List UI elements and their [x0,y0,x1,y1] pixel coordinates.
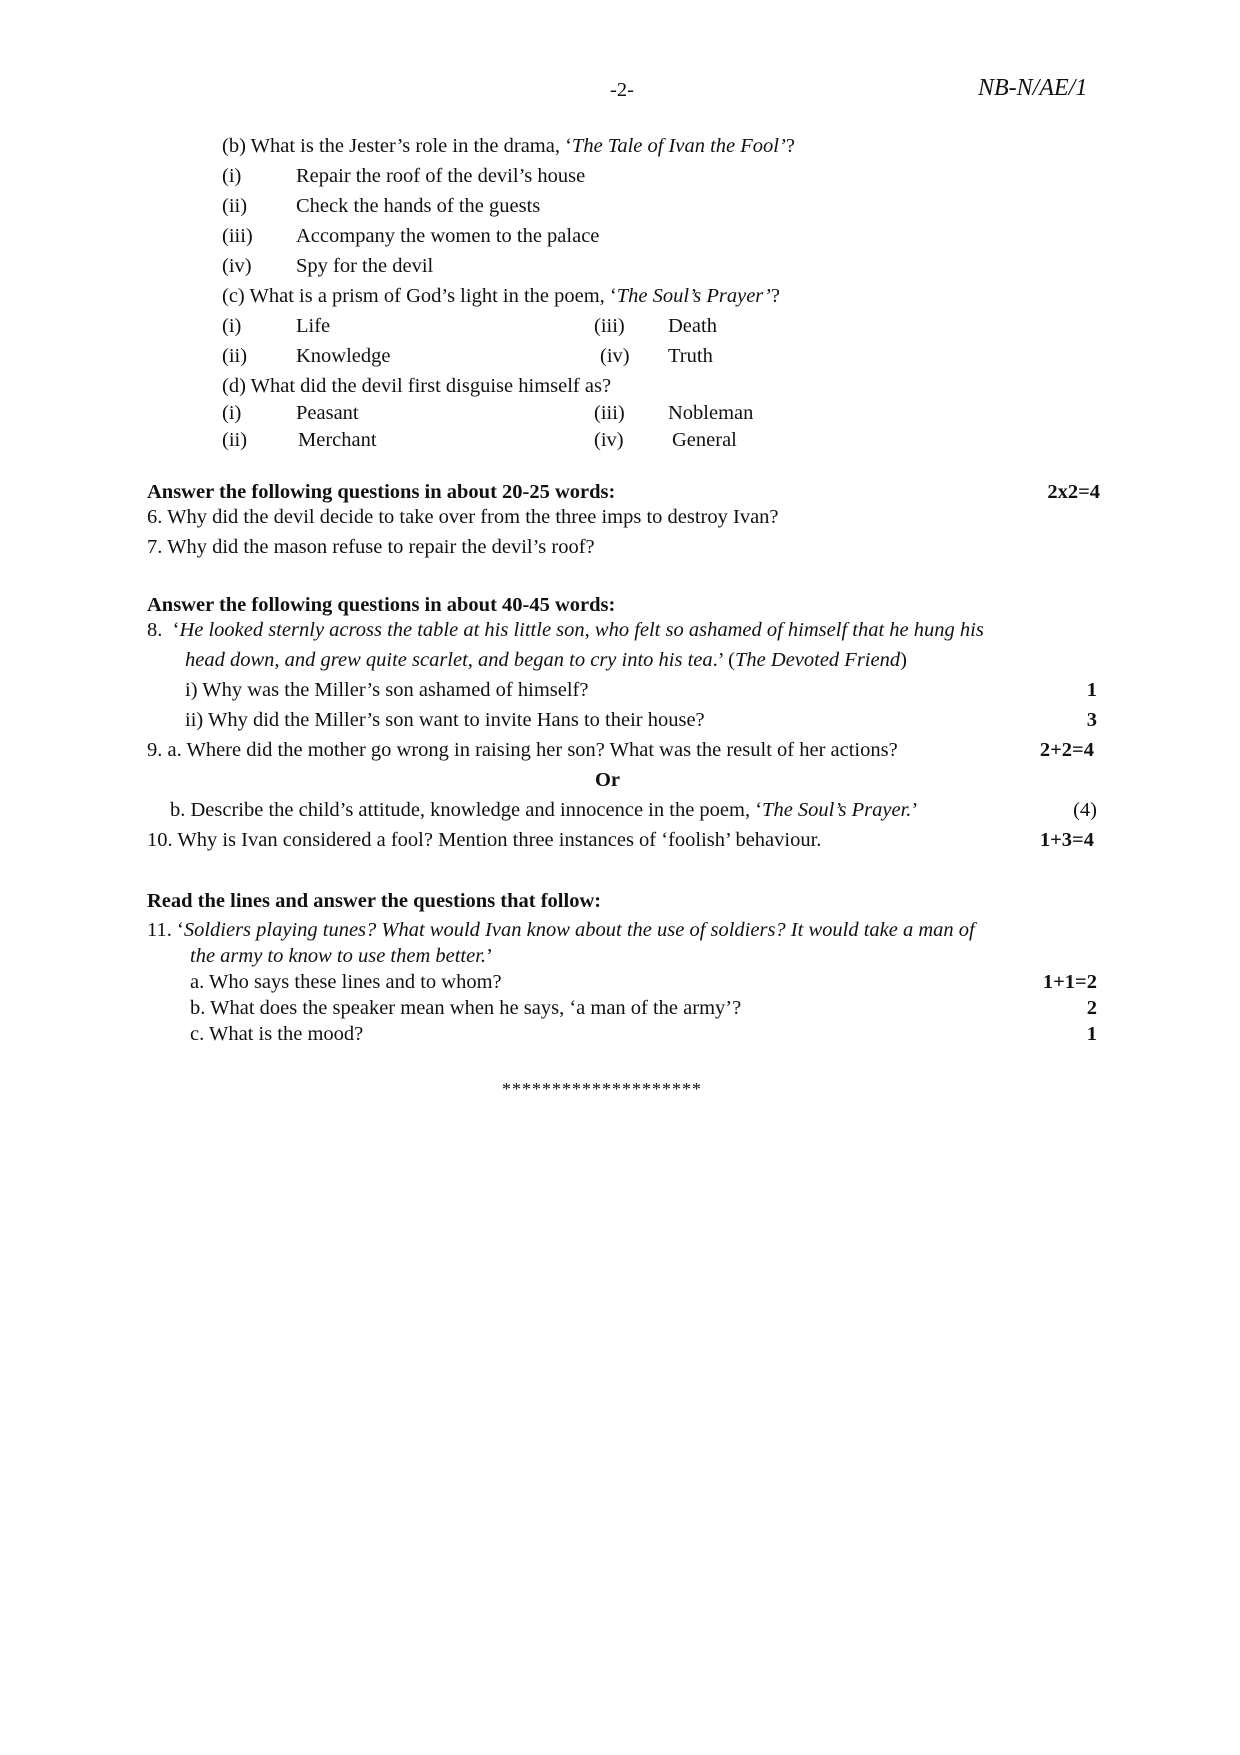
question-c: (c) What is a prism of God’s light in the poem, ‘The Soul’s Prayer’? [222,285,780,307]
option-num: (iii) [222,225,253,247]
end-of-paper-stars: ******************** [502,1079,702,1099]
or-divider: Or [594,769,621,791]
option-text: General [672,429,737,451]
option-text: Nobleman [668,402,754,424]
option-num: (i) [222,315,242,337]
question-8-ii: ii) Why did the Miller’s son want to invite Hans to their house? [185,709,705,731]
option-num: (iii) [594,402,625,424]
question-11-quote: 11. ‘Soldiers playing tunes? What would Ivan know about the use of soldiers? It would take a man of [147,919,975,941]
section-heading: Answer the following questions in about 40-45 words: [147,594,616,616]
question-7: 7. Why did the mason refuse to repair the devil’s roof? [147,536,595,558]
section-heading: Read the lines and answer the questions that follow: [147,890,602,912]
option-num: (ii) [222,429,248,451]
option-num: (i) [222,165,242,187]
question-8-quote: 8. ‘He looked sternly across the table at his little son, who felt so ashamed of himself that he hung his [147,619,984,641]
marks: 1+3=4 [1039,829,1094,851]
question-b: (b) What is the Jester’s role in the drama, ‘The Tale of Ivan the Fool’? [222,135,795,157]
option-num: (iv) [594,429,624,451]
marks: (4) [1073,799,1097,821]
page-number: -2- [610,79,634,101]
question-10: 10. Why is Ivan considered a fool? Mention three instances of ‘foolish’ behaviour. [147,829,822,851]
option-num: (iv) [600,345,630,367]
marks: 1 [1086,1023,1097,1045]
option-num: (ii) [222,195,248,217]
option-text: Accompany the women to the palace [296,225,600,247]
marks: 2 [1086,997,1097,1019]
question-11-quote-cont: the army to know to use them better.’ [190,945,493,967]
marks: 1 [1086,679,1097,701]
question-d: (d) What did the devil first disguise himself as? [222,375,612,397]
option-text: Life [296,315,331,337]
marks: 1+1=2 [1042,971,1097,993]
question-11a: a. Who says these lines and to whom? [190,971,502,993]
question-8-quote-cont: head down, and grew quite scarlet, and began to cry into his tea.’ (The Devoted Friend) [185,649,907,671]
option-num: (i) [222,402,242,424]
question-8-i: i) Why was the Miller’s son ashamed of himself? [185,679,589,701]
option-text: Truth [668,345,713,367]
marks: 2x2=4 [1047,481,1100,503]
option-text: Spy for the devil [296,255,434,277]
option-text: Check the hands of the guests [296,195,541,217]
question-11b: b. What does the speaker mean when he says, ‘a man of the army’? [190,997,742,1019]
question-9b: b. Describe the child’s attitude, knowledge and innocence in the poem, ‘The Soul’s Prayer.’ [170,799,919,821]
question-9a: 9. a. Where did the mother go wrong in raising her son? What was the result of her actions? [147,739,898,761]
question-6: 6. Why did the devil decide to take over from the three imps to destroy Ivan? [147,506,779,528]
option-num: (iv) [222,255,252,277]
option-num: (iii) [594,315,625,337]
option-text: Repair the roof of the devil’s house [296,165,586,187]
question-11c: c. What is the mood? [190,1023,364,1045]
paper-code: NB-N/AE/1 [978,75,1088,101]
section-heading: Answer the following questions in about 20-25 words: [147,481,616,503]
option-text: Death [668,315,717,337]
option-text: Merchant [298,429,377,451]
option-num: (ii) [222,345,248,367]
marks: 3 [1086,709,1097,731]
option-text: Knowledge [296,345,391,367]
marks: 2+2=4 [1039,739,1094,761]
option-text: Peasant [296,402,359,424]
